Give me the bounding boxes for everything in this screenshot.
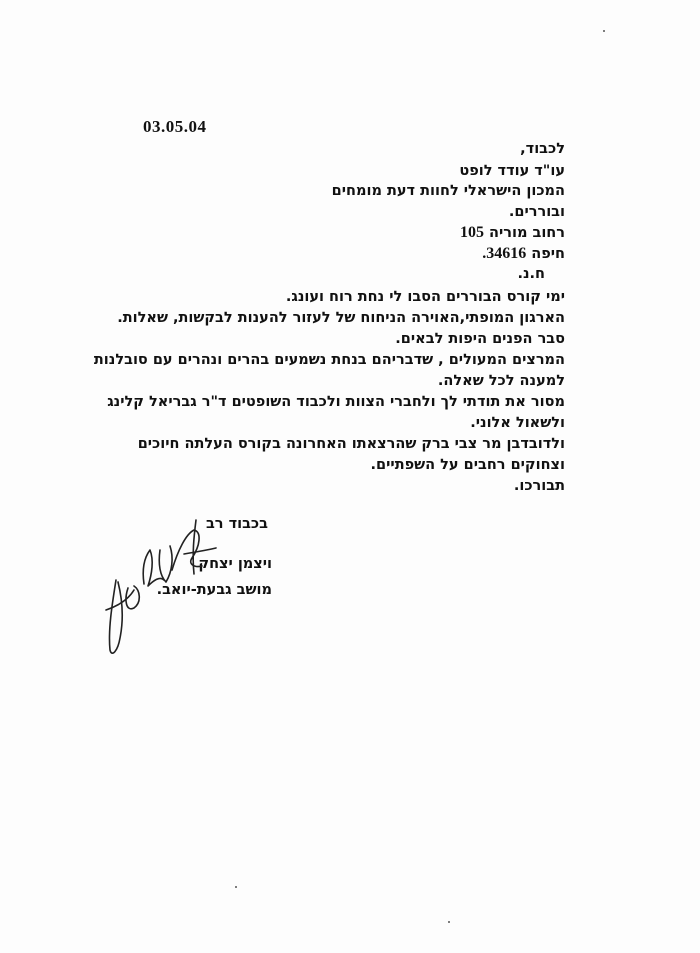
body-paragraph-3: סבר הפנים היפות לבאים.	[395, 331, 565, 347]
signer-address: מושב גבעת-יואב.	[156, 582, 272, 598]
body-paragraph-6-line-1: ולדובדבן מר צבי ברק שהרצאתו האחרונה בקורס העלתה חיוכים	[137, 436, 565, 452]
body-paragraph-1: ימי קורס הבוררים הסבו לי נחת רוח ועונג.	[285, 289, 565, 305]
closing-regards: בכבוד רב	[205, 516, 268, 532]
body-paragraph-7: תבורכו.	[513, 478, 565, 494]
city-name: חיפה	[531, 246, 565, 262]
body-paragraph-5-line-1: מסור את תודתי לך ולחברי הצוות ולכבוד השופטים ד"ר גבריאל קלינג	[107, 394, 565, 410]
signer-name: ויצמן יצחק	[198, 556, 272, 572]
street-number: 105	[459, 224, 484, 241]
recipient-street-line	[460, 224, 565, 242]
scan-speck	[603, 30, 605, 32]
body-paragraph-2: הארגון המופתי,האוירה הניחוח של לעזור להענות לבקשות, שאלות.	[117, 310, 565, 326]
body-paragraph-4-line-1: המרצים המעולים , שדבריהם בנחת נשמעים בהרים ונהרים עם סובלנות	[93, 352, 565, 368]
body-paragraph-4-line-2: למענה לכל שאלה.	[437, 373, 565, 389]
salutation: לכבוד,	[520, 141, 565, 157]
zip-code: 34616.	[482, 245, 527, 262]
scan-speck	[448, 921, 450, 923]
recipient-institute: המכון הישראלי לחוות דעת מומחים	[331, 183, 565, 199]
handwritten-signature	[98, 510, 218, 660]
recipient-city-line	[482, 245, 565, 263]
body-paragraph-5-line-2: ולשאול אלוני.	[470, 415, 565, 431]
letter-date: 03.05.04	[143, 117, 207, 136]
street-name: רחוב מוריה	[489, 225, 565, 241]
scan-speck	[235, 886, 237, 888]
greeting: ח.נ.	[517, 266, 545, 282]
recipient-name: עו"ד עודד לופט	[459, 163, 565, 179]
body-paragraph-6-line-2: וצחוקים רחבים על השפתיים.	[370, 457, 565, 473]
recipient-institute-cont: ובוררים.	[508, 204, 565, 220]
